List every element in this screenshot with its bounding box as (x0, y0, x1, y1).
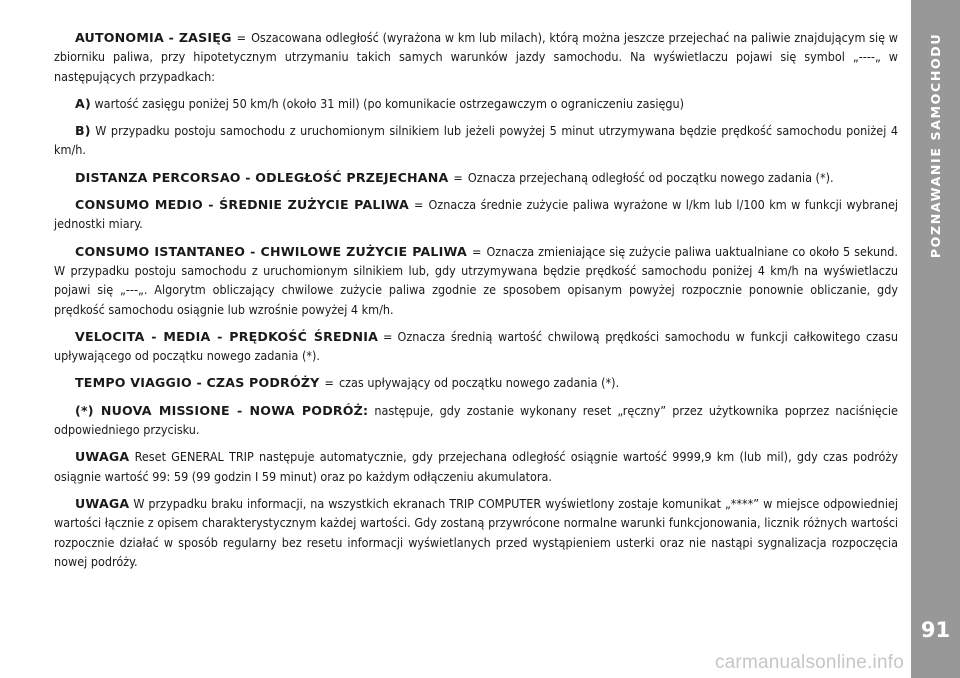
paragraph-consumo-istantaneo (54, 242, 898, 319)
equals-sign: = (383, 328, 393, 344)
paragraph-heading: CONSUMO ISTANTANEO - CHWILOWE ZUŻYCIE PALIWA (75, 243, 468, 259)
equals-sign: = (453, 169, 463, 185)
paragraph-velocita-media (54, 327, 898, 366)
watermark: carmanualsonline.info (714, 652, 904, 673)
paragraph-uwaga-brak-informacji (54, 494, 898, 571)
paragraph-heading: CONSUMO MEDIO - ŚREDNIE ZUŻYCIE PALIWA (75, 197, 409, 213)
paragraph-heading: DISTANZA PERCORSAO - ODLEGŁOŚĆ PRZEJECHANA (75, 169, 449, 185)
page-number: 91 (920, 618, 951, 642)
paragraph-text: W przypadku braku informacji, na wszystkich ekranach TRIP COMPUTER wyświetlony zostaje komunikat „****” w miejsce odpowiedniej wartości łącznie z opisem charakterystycznym każdej wartości. Gdy zostaną przywrócone normalne warunki funkcjonowania, licznik różnych wartości rozpocznie działać w sposób regularny bez resetu informacji wyświetlanych przed wystąpieniem usterki oraz nie nastąpi sygnalizacja rozpoczęcia nowej podróży. (54, 495, 898, 569)
body-text (54, 28, 898, 579)
paragraph-text: Oznacza średnią wartość chwilową prędkości samochodu w funkcji całkowitego czasu upływającego od początku nowego zadania (*). (54, 328, 898, 364)
paragraph-heading: UWAGA (75, 449, 130, 465)
paragraph-text: Oznacza przejechaną odległość od początku nowego zadania (*). (467, 169, 834, 185)
equals-sign: = (472, 243, 482, 259)
paragraph-case-b (54, 121, 898, 160)
paragraph-tempo-viaggio (54, 373, 898, 392)
paragraph-text: Oznacza zmieniające się zużycie paliwa uaktualniane co około 5 sekund. W przypadku postoju samochodu z uruchomionym silnikiem lub, gdy utrzymywana będzie prędkość samochodu poniżej 4 km/h na wyświetlaczu pojawi się „---„. Algorytm obliczający chwilowe zużycie paliwa zgodnie ze sposobem opisanym powyżej rozpocznie ponownie obliczanie, gdy prędkość samochodu osiągnie lub wzrośnie powyżej 4 km/h. (54, 243, 898, 317)
paragraph-heading: AUTONOMIA - ZASIĘG (75, 30, 232, 45)
paragraph-heading: (*) NUOVA MISSIONE - NOWA PODRÓŻ: (75, 402, 369, 418)
paragraph-heading: A) (75, 95, 91, 111)
paragraph-uwaga-reset (54, 447, 898, 486)
section-title-container (911, 0, 960, 290)
equals-sign: = (324, 375, 334, 391)
paragraph-text: następuje, gdy zostanie wykonany reset „ręczny” przez użytkownika poprzez naciśnięcie odpowiedniego przycisku. (54, 402, 898, 438)
paragraph-autonomia (54, 28, 898, 86)
section-title: POZNAWANIE SAMOCHODU (928, 32, 944, 258)
paragraph-consumo-medio (54, 195, 898, 234)
equals-sign: = (414, 197, 424, 213)
paragraph-text: W przypadku postoju samochodu z uruchomionym silnikiem lub jeżeli powyżej 5 minut utrzymywana będzie prędkość samochodu poniżej 4 km/h. (54, 123, 899, 158)
paragraph-heading: TEMPO VIAGGIO - CZAS PODRÓŻY (75, 375, 320, 391)
paragraph-nuova-missione (54, 401, 898, 440)
section-side-tab (911, 0, 960, 678)
paragraph-heading: B) (75, 123, 91, 139)
paragraph-text: Oznacza średnie zużycie paliwa wyrażone w l/km lub l/100 km w funkcji wybranej jednostki miary. (54, 197, 898, 232)
paragraph-text: wartość zasięgu poniżej 50 km/h (około 31 mil) (po komunikacie ostrzegawczym o ograniczeniu zasięgu) (94, 95, 685, 111)
paragraph-case-a (54, 94, 898, 113)
paragraph-heading: VELOCITA - MEDIA - PRĘDKOŚĆ ŚREDNIA (75, 328, 379, 344)
paragraph-text: czas upływający od początku nowego zadania (*). (338, 375, 620, 391)
paragraph-text: Oszacowana odległość (wyrażona w km lub milach), którą można jeszcze przejechać na paliwie znajdującym się w zbiorniku paliwa, przy hipotetycznym utrzymaniu takich samych warunków jazdy samochodu. Na wyświetlaczu pojawi się symbol „----„ w następujących przypadkach: (54, 30, 899, 84)
paragraph-text: Reset GENERAL TRIP następuje automatycznie, gdy przejechana odległość osiągnie wartość 9999,9 km (lub mil), gdy czas podróży osiągnie wartość 99: 59 (99 godzin I 59 minut) oraz po każdym odłączeniu akumulatora. (54, 449, 898, 484)
paragraph-heading: UWAGA (75, 495, 130, 511)
equals-sign: = (236, 30, 247, 45)
paragraph-distanza (54, 168, 898, 187)
